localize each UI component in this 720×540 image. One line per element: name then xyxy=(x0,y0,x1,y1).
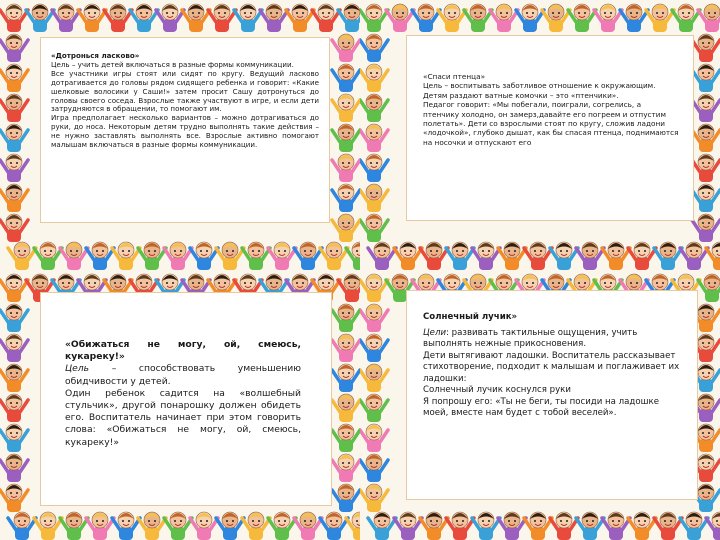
cartoon-child-icon xyxy=(190,242,218,270)
cartoon-child-icon xyxy=(86,242,114,270)
cartoon-child-icon xyxy=(360,154,388,182)
game-card-save-the-chick xyxy=(406,35,694,221)
cartoon-child-icon xyxy=(680,242,708,270)
cartoon-child-icon xyxy=(26,4,54,32)
cartoon-child-icon xyxy=(0,184,28,212)
cartoon-child-icon xyxy=(472,512,500,540)
cartoon-child-icon xyxy=(360,454,388,482)
cartoon-child-icon xyxy=(654,242,682,270)
cartoon-child-icon xyxy=(620,4,648,32)
cartoon-child-icon xyxy=(576,512,604,540)
cartoon-child-icon xyxy=(576,242,604,270)
cartoon-child-icon xyxy=(0,424,28,452)
cartoon-child-icon xyxy=(360,34,388,62)
cartoon-child-icon xyxy=(386,4,414,32)
cartoon-child-icon xyxy=(332,454,360,482)
cartoon-child-icon xyxy=(0,364,28,392)
cartoon-child-icon xyxy=(420,242,448,270)
goal-label: Цели xyxy=(423,327,447,338)
cartoon-child-icon xyxy=(8,242,36,270)
cartoon-child-icon xyxy=(654,512,682,540)
cartoon-child-icon xyxy=(360,424,388,452)
goal-label: Цель xyxy=(65,363,90,375)
card-goal: Цель – воспитывать заботливое отношение к окружающим. xyxy=(423,81,656,91)
goal-text: : развивать тактильные ощущения, учить выполнять нежные прикосновения. xyxy=(423,327,638,349)
cartoon-child-icon xyxy=(368,242,396,270)
cartoon-child-icon xyxy=(360,364,388,392)
cartoon-child-icon xyxy=(294,512,322,540)
cartoon-child-icon xyxy=(332,34,360,62)
cartoon-child-icon xyxy=(360,394,388,422)
cartoon-child-icon xyxy=(156,4,184,32)
cartoon-child-icon xyxy=(692,154,720,182)
cartoon-child-icon xyxy=(646,4,674,32)
cartoon-child-icon xyxy=(286,4,314,32)
cartoon-child-icon xyxy=(242,242,270,270)
cartoon-child-icon xyxy=(346,512,360,540)
leaflet-panel-bottom-right xyxy=(360,270,720,540)
cartoon-child-icon xyxy=(0,214,28,242)
leaflet-panel-top-left xyxy=(0,0,360,270)
cartoon-child-icon xyxy=(0,34,28,62)
cartoon-child-icon xyxy=(164,512,192,540)
cartoon-child-icon xyxy=(698,4,720,32)
cartoon-child-icon xyxy=(438,4,466,32)
cartoon-child-icon xyxy=(338,274,360,302)
cartoon-child-icon xyxy=(138,242,166,270)
cartoon-child-icon xyxy=(332,124,360,152)
cartoon-child-icon xyxy=(360,334,388,362)
cartoon-child-icon xyxy=(360,484,388,512)
poem-line: Солнечный лучик коснулся руки xyxy=(423,385,571,395)
card-paragraph: Все участники игры стоят или сидят по кругу. Ведущий ласково дотрагивается до головы рядом сидящего ребенка и говорит: «Какие шелковые волосики у Саши!» затем просит Сашу дотронуться до головы своего соседа. Взрослые также участвуют в игре, и если дети затрудняются в обращении, то помогают им. xyxy=(51,68,319,114)
cartoon-child-icon xyxy=(464,4,492,32)
cartoon-child-icon xyxy=(0,334,28,362)
card-goal xyxy=(423,328,685,351)
cartoon-child-icon xyxy=(692,184,720,212)
cartoon-child-icon xyxy=(368,512,396,540)
cartoon-child-icon xyxy=(332,94,360,122)
cartoon-child-icon xyxy=(332,184,360,212)
cartoon-child-icon xyxy=(692,124,720,152)
game-card-sunbeam xyxy=(406,290,698,500)
cartoon-child-icon xyxy=(360,184,388,212)
card-paragraph: Детям раздают ватные комочки – это «птенчики». xyxy=(423,90,619,100)
cartoon-child-icon xyxy=(524,512,552,540)
cartoon-child-icon xyxy=(672,4,700,32)
cartoon-child-icon xyxy=(0,94,28,122)
cartoon-child-icon xyxy=(182,4,210,32)
card-goal xyxy=(65,363,301,387)
cartoon-child-icon xyxy=(338,4,360,32)
card-title: «Дотронься ласково» xyxy=(51,51,140,60)
cartoon-child-icon xyxy=(472,242,500,270)
cartoon-child-icon xyxy=(112,242,140,270)
cartoon-child-icon xyxy=(360,4,388,32)
cartoon-child-icon xyxy=(692,214,720,242)
cartoon-child-icon xyxy=(234,4,262,32)
cartoon-child-icon xyxy=(86,512,114,540)
cartoon-child-icon xyxy=(602,242,630,270)
cartoon-child-icon xyxy=(332,394,360,422)
cartoon-child-icon xyxy=(692,94,720,122)
cartoon-child-icon xyxy=(332,424,360,452)
cartoon-child-icon xyxy=(420,512,448,540)
cartoon-child-icon xyxy=(360,274,388,302)
cartoon-child-icon xyxy=(112,512,140,540)
cartoon-child-icon xyxy=(516,4,544,32)
cartoon-child-icon xyxy=(164,242,192,270)
cartoon-child-icon xyxy=(346,242,360,270)
cartoon-child-icon xyxy=(0,394,28,422)
cartoon-child-icon xyxy=(320,512,348,540)
cartoon-child-icon xyxy=(332,334,360,362)
cartoon-child-icon xyxy=(268,242,296,270)
cartoon-child-icon xyxy=(52,4,80,32)
cartoon-child-icon xyxy=(360,94,388,122)
cartoon-child-icon xyxy=(242,512,270,540)
cartoon-child-icon xyxy=(490,4,518,32)
cartoon-child-icon xyxy=(0,304,28,332)
cartoon-child-icon xyxy=(360,64,388,92)
cartoon-child-icon xyxy=(332,214,360,242)
cartoon-child-icon xyxy=(0,124,28,152)
cartoon-child-icon xyxy=(60,242,88,270)
cartoon-child-icon xyxy=(332,484,360,512)
cartoon-child-icon xyxy=(0,4,28,32)
cartoon-child-icon xyxy=(446,512,474,540)
cartoon-child-icon xyxy=(698,274,720,302)
card-title: Солнечный лучик» xyxy=(423,312,518,322)
cartoon-child-icon xyxy=(190,512,218,540)
cartoon-child-icon xyxy=(0,64,28,92)
cartoon-child-icon xyxy=(332,154,360,182)
card-paragraph: Дети вытягивают ладошки. Воспитатель рассказывает стихотворение, подходит к малышам и поглаживает их ладошки: xyxy=(423,350,680,384)
cartoon-child-icon xyxy=(680,512,708,540)
cartoon-child-icon xyxy=(628,512,656,540)
cartoon-child-icon xyxy=(130,4,158,32)
cartoon-child-icon xyxy=(602,512,630,540)
cartoon-child-icon xyxy=(60,512,88,540)
cartoon-child-icon xyxy=(446,242,474,270)
card-paragraph: Один ребенок садится на «волшебный стульчик», другой понарошку должен обидеть его. Воспитатель начинает при этом говорить слова: «Обижаться не могу, ой, смеюсь, кукареку!» xyxy=(65,387,301,448)
cartoon-child-icon xyxy=(268,512,296,540)
leaflet-panel-bottom-left xyxy=(0,270,360,540)
cartoon-child-icon xyxy=(568,4,596,32)
card-goal: Цель – учить детей включаться в разные формы коммуникации. xyxy=(51,59,294,69)
card-paragraph: Педагог говорит: «Мы побегали, поиграли, согрелись, а птенчику холодно, он замерз,давайте его погреем и отпустим полетать». Дети со взрослыми стоят по кругу, сложив ладони «лодочкой», глубоко дышат, как бы спасая птенца, поднимаются на носочки и отпускают его xyxy=(423,100,679,147)
cartoon-child-icon xyxy=(0,154,28,182)
cartoon-child-icon xyxy=(0,454,28,482)
cartoon-child-icon xyxy=(8,512,36,540)
cartoon-child-icon xyxy=(692,64,720,92)
cartoon-child-icon xyxy=(706,242,720,270)
cartoon-child-icon xyxy=(294,242,322,270)
cartoon-child-icon xyxy=(0,274,28,302)
cartoon-child-icon xyxy=(208,4,236,32)
cartoon-child-icon xyxy=(34,242,62,270)
cartoon-child-icon xyxy=(692,34,720,62)
game-card-cannot-be-offended xyxy=(40,292,332,506)
cartoon-child-icon xyxy=(412,4,440,32)
cartoon-child-icon xyxy=(312,4,340,32)
cartoon-child-icon xyxy=(628,242,656,270)
card-paragraph: Игра предполагает несколько вариантов – можно дотрагиваться до руки, до носа. Некоторым детям трудно выполнять такие действия – не нужно заставлять выполнять все. Взрослые активно помогают малышам включаться в разные формы коммуникации. xyxy=(51,113,319,150)
card-title: «Спаси птенца» xyxy=(423,72,486,81)
cartoon-child-icon xyxy=(550,512,578,540)
cartoon-child-icon xyxy=(360,304,388,332)
cartoon-child-icon xyxy=(394,242,422,270)
leaflet-panel-top-right xyxy=(360,0,720,270)
goal-text: – способствовать уменьшению обидчивости у детей. xyxy=(65,363,301,387)
cartoon-child-icon xyxy=(0,484,28,512)
poem-line: Я попрошу его: «Ты не беги, ты посиди на ладошке моей, вместе нам будет с тобой веселей». xyxy=(423,396,659,418)
cartoon-child-icon xyxy=(260,4,288,32)
cartoon-child-icon xyxy=(332,304,360,332)
cartoon-child-icon xyxy=(498,512,526,540)
cartoon-child-icon xyxy=(78,4,106,32)
cartoon-child-icon xyxy=(498,242,526,270)
cartoon-child-icon xyxy=(706,512,720,540)
cartoon-child-icon xyxy=(34,512,62,540)
cartoon-child-icon xyxy=(216,242,244,270)
cartoon-child-icon xyxy=(216,512,244,540)
cartoon-child-icon xyxy=(550,242,578,270)
cartoon-child-icon xyxy=(524,242,552,270)
cartoon-child-icon xyxy=(360,124,388,152)
cartoon-child-icon xyxy=(320,242,348,270)
cartoon-child-icon xyxy=(332,64,360,92)
cartoon-child-icon xyxy=(542,4,570,32)
card-title: «Обижаться не могу, ой, смеюсь, кукарекy!» xyxy=(65,339,301,363)
game-card-touch-gently xyxy=(40,37,330,223)
cartoon-child-icon xyxy=(360,214,388,242)
cartoon-child-icon xyxy=(594,4,622,32)
cartoon-child-icon xyxy=(104,4,132,32)
cartoon-child-icon xyxy=(332,364,360,392)
cartoon-child-icon xyxy=(138,512,166,540)
cartoon-child-icon xyxy=(394,512,422,540)
